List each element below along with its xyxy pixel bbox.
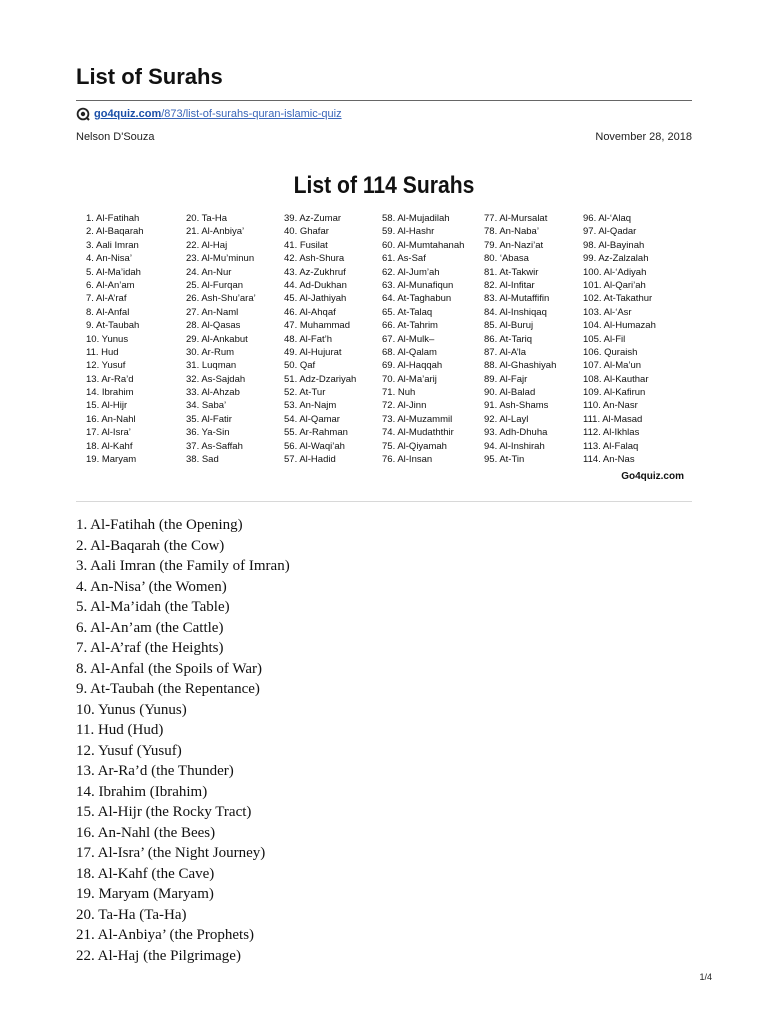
infographic-surah-item: 71. Nuh — [382, 387, 416, 399]
surah-list-item: 1. Al-Fatihah (the Opening) — [76, 517, 243, 533]
infographic-surah-item: 16. An-Nahl — [86, 413, 136, 425]
infographic-surah-item: 85. Al-Buruj — [484, 320, 534, 332]
infographic-surah-item: 87. Al-A’la — [484, 346, 527, 358]
go4quiz-logo-icon — [76, 107, 90, 121]
infographic-column-6 — [583, 212, 656, 466]
infographic-surah-item: 83. Al-Mutaffifin — [484, 293, 550, 305]
infographic-surah-item: 44. Ad-Dukhan — [284, 279, 347, 291]
surah-list-item: 22. Al-Haj (the Pilgrimage) — [76, 947, 241, 964]
surah-list-item: 15. Al-Hijr (the Rocky Tract) — [76, 804, 252, 820]
infographic-surah-item: 29. Al-Ankabut — [186, 333, 248, 345]
infographic-surah-item: 38. Sad — [186, 454, 219, 466]
infographic-surah-item: 15. Al-Hijr — [86, 400, 128, 412]
infographic-column-2 — [186, 212, 256, 466]
infographic-surah-item: 31. Luqman — [186, 360, 237, 372]
infographic-surah-item: 80. ‘Abasa — [484, 253, 529, 265]
infographic-surah-item: 75. Al-Qiyamah — [382, 440, 447, 452]
infographic-surah-item: 21. Al-Anbiya’ — [186, 226, 245, 238]
infographic-surah-item: 107. Al-Ma’un — [583, 360, 642, 372]
infographic-surah-item: 96. Al-‘Alaq — [583, 213, 632, 224]
infographic-surah-item: 76. Al-Insan — [382, 454, 433, 466]
infographic-surah-item: 98. Al-Bayinah — [583, 239, 645, 251]
surah-list-item: 16. An-Nahl (the Bees) — [76, 824, 216, 841]
infographic-surah-item: 23. Al-Mu’minun — [186, 253, 255, 265]
infographic-surah-item: 109. Al-Kafirun — [583, 387, 646, 399]
infographic-surah-item: 57. Al-Hadid — [284, 454, 336, 466]
infographic-surah-item: 110. An-Nasr — [583, 400, 638, 412]
infographic-surah-item: 10. Yunus — [86, 333, 129, 345]
infographic-surah-item: 78. An-Naba’ — [484, 226, 539, 238]
source-path-link[interactable]: /873/list-of-surahs-quran-islamic-quiz — [161, 108, 342, 120]
page-number: 1/4 — [699, 972, 712, 982]
section-divider — [76, 501, 692, 502]
infographic-surah-item: 46. Al-Ahqaf — [284, 306, 336, 318]
infographic-column-3 — [284, 212, 356, 466]
infographic-surah-item: 8. Al-Anfal — [86, 306, 130, 318]
infographic-surah-item: 36. Ya-Sin — [186, 427, 230, 439]
infographic-surah-item: 67. Al-Mulk– — [382, 333, 435, 345]
source-link[interactable] — [76, 107, 342, 121]
infographic-surah-item: 95. At-Tin — [484, 454, 525, 466]
infographic-surah-item: 2. Al-Baqarah — [86, 226, 144, 238]
infographic-surah-item: 42. Ash-Shura — [284, 253, 345, 265]
infographic-surah-item: 81. At-Takwir — [484, 266, 539, 278]
surah-list-item: 12. Yusuf (Yusuf) — [76, 742, 182, 759]
infographic-surah-item: 3. Aali Imran — [86, 239, 139, 251]
infographic-surah-item: 48. Al-Fat’h — [284, 333, 333, 345]
infographic-surah-item: 100. Al-‘Adiyah — [583, 266, 647, 278]
infographic-surah-item: 77. Al-Mursalat — [484, 213, 548, 224]
infographic-surah-item: 73. Al-Muzammil — [382, 413, 453, 425]
infographic-surah-item: 113. Al-Falaq — [583, 440, 639, 452]
surah-list-item: 7. Al-A’raf (the Heights) — [76, 640, 224, 656]
infographic-surah-item: 68. Al-Qalam — [382, 346, 437, 358]
surah-infographic — [76, 160, 692, 492]
infographic-surah-item: 74. Al-Mudaththir — [382, 427, 454, 439]
infographic-surah-item: 26. Ash-Shu’ara’ — [186, 293, 256, 305]
infographic-surah-item: 51. Adz-Dzariyah — [284, 373, 357, 385]
infographic-surah-item: 43. Az-Zukhruf — [284, 266, 346, 278]
infographic-surah-item: 55. Ar-Rahman — [284, 427, 348, 439]
infographic-surah-item: 105. Al-Fil — [583, 333, 626, 345]
infographic-surah-item: 111. Al-Masad — [583, 413, 643, 425]
infographic-surah-item: 108. Al-Kauthar — [583, 373, 649, 385]
infographic-surah-item: 37. As-Saffah — [186, 440, 243, 452]
infographic-surah-item: 40. Ghafar — [284, 226, 329, 238]
surah-list-item: 2. Al-Baqarah (the Cow) — [76, 537, 225, 554]
infographic-brand: Go4quiz.com — [621, 471, 684, 482]
surah-list-item: 3. Aali Imran (the Family of Imran) — [76, 558, 290, 574]
surah-list-item: 5. Al-Ma’idah (the Table) — [76, 599, 230, 615]
infographic-surah-item: 18. Al-Kahf — [86, 440, 133, 452]
infographic-surah-item: 91. Ash-Shams — [484, 400, 549, 412]
infographic-surah-item: 84. Al-Inshiqaq — [484, 306, 547, 318]
infographic-column-5 — [484, 212, 556, 466]
infographic-surah-item: 69. Al-Haqqah — [382, 360, 443, 372]
infographic-surah-item: 88. Al-Ghashiyah — [484, 360, 557, 372]
infographic-surah-item: 106. Quraish — [583, 346, 638, 358]
infographic-surah-item: 94. Al-Inshirah — [484, 440, 545, 452]
infographic-surah-item: 63. Al-Munafiqun — [382, 279, 454, 291]
infographic-surah-item: 52. At-Tur — [284, 387, 326, 399]
source-domain-link[interactable]: go4quiz.com — [94, 108, 162, 120]
infographic-surah-item: 28. Al-Qasas — [186, 320, 241, 332]
infographic-surah-item: 27. An-Naml — [186, 306, 239, 318]
surah-list-item: 6. Al-An’am (the Cattle) — [76, 619, 224, 636]
infographic-surah-item: 62. Al-Jum’ah — [382, 266, 440, 278]
surah-list-item: 8. Al-Anfal (the Spoils of War) — [76, 660, 262, 677]
infographic-surah-item: 5. Al-Ma’idah — [86, 266, 141, 278]
infographic-surah-item: 45. Al-Jathiyah — [284, 293, 347, 305]
infographic-title: List of 114 Surahs — [293, 172, 475, 199]
infographic-surah-item: 22. Al-Haj — [186, 239, 228, 251]
publish-date: November 28, 2018 — [595, 131, 692, 143]
infographic-surah-item: 90. Al-Balad — [484, 387, 536, 399]
infographic-surah-item: 24. An-Nur — [186, 266, 232, 278]
infographic-surah-item: 60. Al-Mumtahanah — [382, 239, 465, 251]
infographic-surah-item: 92. Al-Layl — [484, 413, 529, 425]
title-rule — [76, 100, 692, 101]
infographic-surah-item: 54. Al-Qamar — [284, 413, 340, 425]
infographic-surah-item: 93. Adh-Dhuha — [484, 427, 548, 439]
infographic-surah-item: 41. Fusilat — [284, 239, 328, 251]
infographic-surah-item: 4. An-Nisa’ — [86, 253, 132, 265]
infographic-surah-item: 99. Az-Zalzalah — [583, 253, 649, 265]
infographic-surah-item: 20. Ta-Ha — [186, 213, 228, 224]
infographic-surah-item: 70. Al-Ma’arij — [382, 373, 437, 385]
infographic-surah-item: 65. At-Talaq — [382, 306, 433, 318]
infographic-surah-item: 9. At-Taubah — [86, 320, 140, 332]
infographic-surah-item: 103. Al-‘Asr — [583, 306, 632, 318]
surah-list-item: 20. Ta-Ha (Ta-Ha) — [76, 906, 187, 923]
surah-list-item: 17. Al-Isra’ (the Night Journey) — [76, 845, 266, 861]
infographic-surah-item: 25. Al-Furqan — [186, 279, 244, 291]
infographic-surah-item: 102. At-Takathur — [583, 293, 653, 305]
surah-list-item: 13. Ar-Ra’d (the Thunder) — [76, 763, 234, 779]
infographic-surah-item: 97. Al-Qadar — [583, 226, 637, 238]
infographic-surah-item: 14. Ibrahim — [86, 387, 134, 399]
infographic-surah-item: 61. As-Saf — [382, 253, 426, 265]
infographic-surah-item: 64. At-Taghabun — [382, 293, 452, 305]
infographic-surah-item: 34. Saba’ — [186, 400, 227, 412]
infographic-surah-item: 33. Al-Ahzab — [186, 387, 240, 399]
surah-list-item: 4. An-Nisa’ (the Women) — [76, 578, 227, 595]
surah-list-item: 10. Yunus (Yunus) — [76, 701, 187, 718]
surah-list-item: 9. At-Taubah (the Repentance) — [76, 681, 260, 697]
infographic-column-1 — [86, 212, 144, 466]
infographic-surah-item: 66. At-Tahrim — [382, 320, 438, 332]
infographic-surah-item: 39. Az-Zumar — [284, 213, 342, 224]
surah-list-item: 21. Al-Anbiya’ (the Prophets) — [76, 927, 255, 943]
page-title: List of Surahs — [76, 64, 223, 89]
infographic-surah-item: 89. Al-Fajr — [484, 373, 528, 385]
infographic-surah-item: 79. An-Nazi’at — [484, 239, 544, 251]
infographic-surah-item: 112. Al-Ikhlas — [583, 427, 640, 439]
infographic-surah-item: 53. An-Najm — [284, 400, 337, 412]
infographic-surah-item: 1. Al-Fatihah — [86, 213, 140, 224]
surah-list-item: 18. Al-Kahf (the Cave) — [76, 865, 215, 882]
infographic-surah-item: 101. Al-Qari’ah — [583, 279, 646, 291]
infographic-column-4 — [382, 212, 464, 466]
infographic-surah-item: 49. Al-Hujurat — [284, 346, 342, 358]
surah-list — [76, 515, 290, 966]
infographic-surah-item: 86. At-Tariq — [484, 333, 533, 345]
infographic-surah-item: 114. An-Nas — [583, 454, 635, 466]
infographic-surah-item: 82. Al-Infitar — [484, 279, 535, 291]
infographic-surah-item: 11. Hud — [86, 346, 119, 358]
infographic-surah-item: 35. Al-Fatir — [186, 413, 232, 425]
infographic-surah-item: 32. As-Sajdah — [186, 373, 246, 385]
infographic-surah-item: 7. Al-A’raf — [86, 293, 127, 305]
infographic-surah-item: 47. Muhammad — [284, 320, 351, 332]
author-name: Nelson D'Souza — [76, 131, 155, 143]
infographic-surah-item: 17. Al-Isra’ — [86, 427, 131, 439]
infographic-surah-item: 50. Qaf — [284, 360, 316, 372]
infographic-surah-item: 59. Al-Hashr — [382, 226, 435, 238]
surah-list-item: 14. Ibrahim (Ibrahim) — [76, 783, 208, 800]
infographic-surah-item: 104. Al-Humazah — [583, 320, 656, 332]
infographic-surah-item: 58. Al-Mujadilah — [382, 213, 450, 224]
infographic-surah-item: 6. Al-An’am — [86, 279, 135, 291]
infographic-surah-item: 30. Ar-Rum — [186, 346, 235, 358]
infographic-surah-item: 72. Al-Jinn — [382, 400, 427, 412]
surah-list-item: 19. Maryam (Maryam) — [76, 886, 214, 902]
infographic-surah-item: 56. Al-Waqi’ah — [284, 440, 345, 452]
infographic-surah-item: 13. Ar-Ra’d — [86, 373, 134, 385]
infographic-surah-item: 19. Maryam — [86, 454, 137, 466]
infographic-surah-item: 12. Yusuf — [86, 360, 126, 372]
surah-list-item: 11. Hud (Hud) — [76, 722, 164, 738]
